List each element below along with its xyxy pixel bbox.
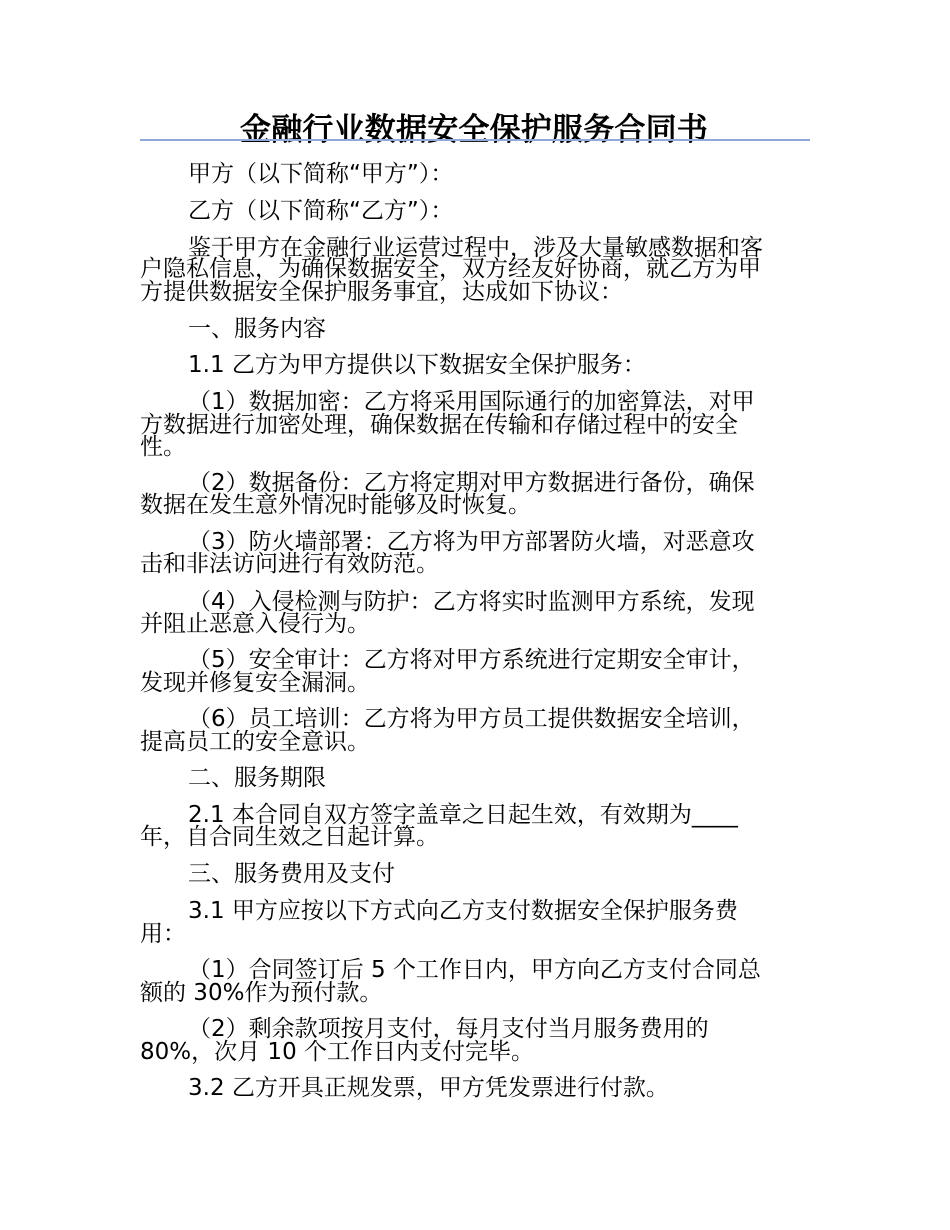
item-4-line-2: 并阻止恶意入侵行为。 xyxy=(140,611,370,637)
section-2-heading: 二、服务期限 xyxy=(188,765,326,791)
party-b-line: 乙方（以下简称“乙方”）： xyxy=(188,198,454,224)
clause-3-1-line-2: 用： xyxy=(140,921,186,947)
preamble-line-3: 方提供数据安全保护服务事宜，达成如下协议： xyxy=(140,279,623,305)
item-3-line-1: （3）防火墙部署：乙方将为甲方部署防火墙，对恶意攻 xyxy=(188,529,755,555)
payment-1-line-2: 额的 30%作为预付款。 xyxy=(140,980,383,1006)
item-6-line-2: 提高员工的安全意识。 xyxy=(140,729,370,755)
document-title: 金融行业数据安全保护服务合同书 xyxy=(240,112,708,148)
party-a-line: 甲方（以下简称“甲方”）： xyxy=(188,161,454,187)
item-2-line-2: 数据在发生意外情况时能够及时恢复。 xyxy=(140,492,531,518)
clause-1-1: 1.1 乙方为甲方提供以下数据安全保护服务： xyxy=(188,352,646,378)
title-underline xyxy=(140,139,810,141)
clause-3-2: 3.2 乙方开具正规发票，甲方凭发票进行付款。 xyxy=(188,1075,669,1101)
clause-2-1-line-2: 年，自合同生效之日起计算。 xyxy=(140,824,439,850)
payment-2-line-2: 80%，次月 10 个工作日内支付完毕。 xyxy=(140,1039,535,1065)
preamble-line-2: 户隐私信息，为确保数据安全，双方经友好协商，就乙方为甲 xyxy=(140,256,761,282)
item-4-line-1: （4）入侵检测与防护：乙方将实时监测甲方系统，发现 xyxy=(188,589,755,615)
clause-2-1-line-1: 2.1 本合同自双方签字盖章之日起生效，有效期为____ xyxy=(188,802,738,828)
item-5-line-1: （5）安全审计：乙方将对甲方系统进行定期安全审计， xyxy=(188,647,755,673)
section-1-heading: 一、服务内容 xyxy=(188,316,326,342)
payment-2-line-1: （2）剩余款项按月支付，每月支付当月服务费用的 xyxy=(188,1016,709,1042)
section-3-heading: 三、服务费用及支付 xyxy=(188,861,395,887)
payment-1-line-1: （1）合同签订后 5 个工作日内，甲方向乙方支付合同总 xyxy=(188,957,761,983)
item-6-line-1: （6）员工培训：乙方将为甲方员工提供数据安全培训， xyxy=(188,706,755,732)
item-1-line-3: 性。 xyxy=(140,434,186,460)
item-1-line-1: （1）数据加密：乙方将采用国际通行的加密算法，对甲 xyxy=(188,389,755,415)
item-3-line-2: 击和非法访问进行有效防范。 xyxy=(140,551,439,577)
item-2-line-1: （2）数据备份：乙方将定期对甲方数据进行备份，确保 xyxy=(188,470,755,496)
item-5-line-2: 发现并修复安全漏洞。 xyxy=(140,670,370,696)
item-1-line-2: 方数据进行加密处理，确保数据在传输和存储过程中的安全 xyxy=(140,412,738,438)
clause-3-1-line-1: 3.1 甲方应按以下方式向乙方支付数据安全保护服务费 xyxy=(188,898,738,924)
preamble-line-1: 鉴于甲方在金融行业运营过程中，涉及大量敏感数据和客 xyxy=(188,235,763,261)
